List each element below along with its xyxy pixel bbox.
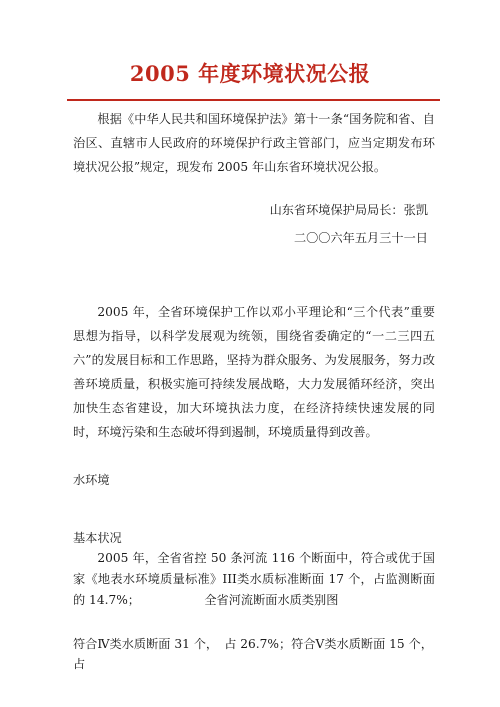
document-title: 2005 年度环境状况公报	[129, 61, 371, 86]
signature-line: 山东省环境保护局局长：张凯	[269, 203, 428, 217]
water-paragraph-tail: 符合Ⅳ类水质断面 31 个， 占 26.7%；符合Ⅴ类水质断面 15 个， 占	[73, 637, 440, 671]
water-paragraph	[73, 548, 435, 611]
title-divider	[67, 99, 440, 101]
subsection-heading-basic: 基本状况	[73, 531, 122, 545]
water-paragraph-main: 2005 年，全省省控 50 条河流 116 个断面中，符合或优于国家《地表水环境质量标准》III类水质标准断面 17 个，占监测断面的 14.7%；	[73, 551, 435, 607]
overview-paragraph: 2005 年，全省环境保护工作以邓小平理论和“三个代表”重要思想为指导，以科学发展观为统领，围绕省委确定的“一二三四五六”的发展目标和工作思路，坚持为群众服务、为发展服务，努力改善环境质量，积极实施可持续发展战略，大力发展循环经济，突出加快生态省建设，加大环境执法力度，在经济持续快速发展的同时，环境污染和生态破坏得到遏制，环境质量得到改善。	[73, 305, 435, 439]
figure-caption: 全省河流断面水质类别图	[204, 593, 339, 607]
preface-paragraph: 根据《中华人民共和国环境保护法》第十一条“国务院和省、自治区、直辖市人民政府的环境保护行政主管部门，应当定期发布环境状况公报”规定，现发布 2005 年山东省环境状况公报。	[73, 112, 435, 174]
section-heading-water: 水环境	[73, 473, 110, 487]
date-line: 二〇〇六年五月三十一日	[293, 231, 428, 245]
